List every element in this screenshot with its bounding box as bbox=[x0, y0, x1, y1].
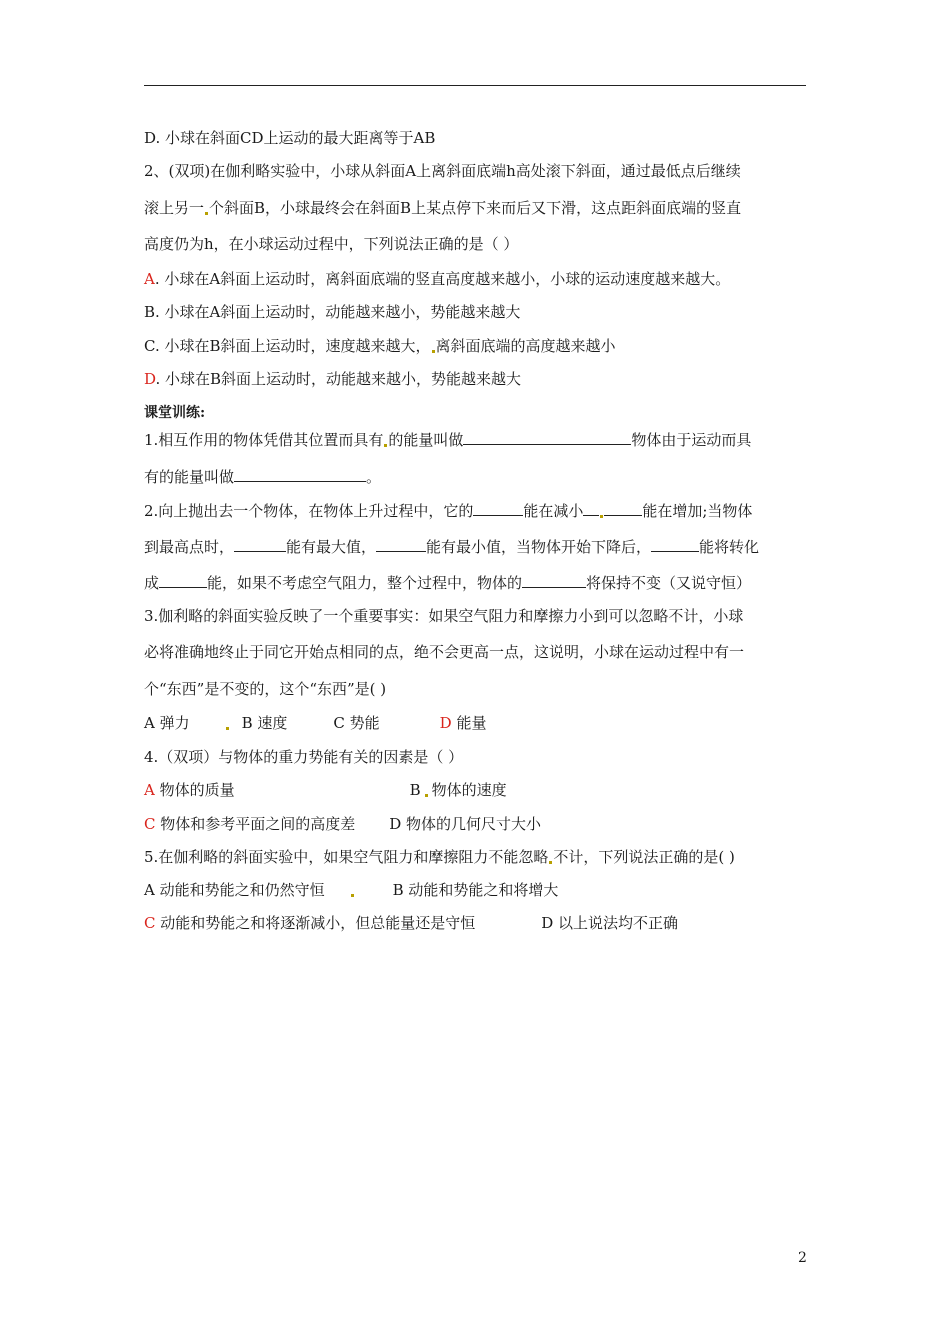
q2-line-3: 成 能，如果不考虑空气阻力，整个过程中，物体的 将保持不变（又说守恒） bbox=[144, 571, 751, 593]
answer-blank[interactable] bbox=[583, 499, 599, 516]
question-2-option-b: B. 小球在A斜面上运动时，动能越来越小，势能越来越大 bbox=[144, 303, 521, 321]
q4-options-row-2: C 物体和参考平面之间的高度差 D 物体的几何尺寸大小 bbox=[144, 815, 542, 833]
question-2-line-2: 滚上另一 个斜面B，小球最终会在斜面B上某点停下来而后又下滑，这点距斜面底端的竖直 bbox=[144, 199, 742, 217]
mark-dot bbox=[425, 794, 428, 797]
mark-dot bbox=[600, 515, 603, 518]
question-2-line-3: 高度仍为h，在小球运动过程中，下列说法正确的是（ ） bbox=[144, 235, 519, 253]
q4-options-row-1: A 物体的质量 B 物体的速度 bbox=[144, 781, 507, 799]
answer-blank[interactable] bbox=[234, 465, 366, 482]
q5-stem: 5.在伽利略的斜面实验中，如果空气阻力和摩擦阻力不能忽略 不计，下列说法正确的是( ) bbox=[144, 848, 735, 866]
mark-dot bbox=[205, 212, 208, 215]
mark-dot bbox=[351, 894, 354, 897]
answer-blank[interactable] bbox=[234, 535, 286, 552]
q4-stem: 4.（双项）与物体的重力势能有关的因素是（ ） bbox=[144, 748, 464, 766]
mark-dot bbox=[432, 350, 435, 353]
header-rule bbox=[144, 85, 806, 86]
answer-blank[interactable] bbox=[463, 428, 631, 445]
question-2-line-1: 2、(双项)在伽利略实验中，小球从斜面A上离斜面底端h高处滚下斜面，通过最低点后继续 bbox=[144, 162, 741, 180]
q2-line-2: 到最高点时， 能有最大值， 能有最小值，当物体开始下降后， 能将转化 bbox=[144, 535, 759, 557]
answer-blank[interactable] bbox=[159, 571, 207, 588]
mark-dot bbox=[549, 861, 552, 864]
answer-blank[interactable] bbox=[522, 571, 586, 588]
q1-line-1: 1.相互作用的物体凭借其位置而具有 的能量叫做 物体由于运动而具 bbox=[144, 428, 751, 450]
q5-options-row-1: A 动能和势能之和仍然守恒 B 动能和势能之和将增大 bbox=[144, 881, 559, 899]
page-number: 2 bbox=[798, 1250, 807, 1266]
q3-line-2: 必将准确地终止于同它开始点相同的点，绝不会更高一点，这说明，小球在运动过程中有一 bbox=[144, 643, 745, 661]
answer-blank[interactable] bbox=[376, 535, 426, 552]
answer-blank[interactable] bbox=[651, 535, 699, 552]
answer-blank[interactable] bbox=[473, 499, 523, 516]
q2-line-1: 2.向上抛出去一个物体，在物体上升过程中，它的 能在减小 能在增加;当物体 bbox=[144, 499, 752, 521]
question-2-option-d: D. 小球在B斜面上运动时，动能越来越小，势能越来越大 bbox=[144, 370, 522, 388]
section-heading: 课堂训练: bbox=[144, 405, 206, 421]
option-d-prev: D. 小球在斜面CD上运动的最大距离等于AB bbox=[144, 129, 436, 147]
mark-dot bbox=[384, 444, 387, 447]
q3-line-1: 3.伽利略的斜面实验反映了一个重要事实：如果空气阻力和摩擦力小到可以忽略不计，小球 bbox=[144, 607, 744, 625]
answer-blank[interactable] bbox=[604, 499, 642, 516]
mark-dot bbox=[226, 727, 229, 730]
question-2-option-a: A. 小球在A斜面上运动时，离斜面底端的竖直高度越来越小，小球的运动速度越来越大。 bbox=[144, 270, 731, 288]
question-2-option-c: C. 小球在B斜面上运动时，速度越来越大， 离斜面底端的高度越来越小 bbox=[144, 337, 616, 355]
q1-line-2: 有的能量叫做 。 bbox=[144, 465, 381, 487]
q3-line-3: 个“东西”是不变的，这个“东西”是( ) bbox=[144, 680, 387, 698]
q3-options: A 弹力 B 速度 C 势能 D 能量 bbox=[144, 714, 487, 732]
q5-options-row-2: C 动能和势能之和将逐渐减小，但总能量还是守恒 D 以上说法均不正确 bbox=[144, 914, 679, 932]
